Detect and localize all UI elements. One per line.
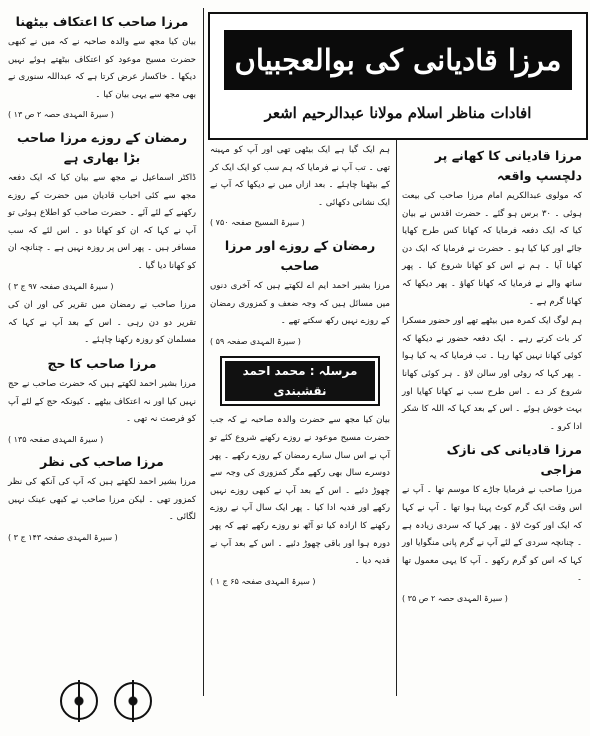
section-heading: مرزا قادیانی کی نازک مزاجی [446, 442, 582, 478]
flower-ornament-icon [60, 682, 98, 720]
flower-ornament-icon [114, 682, 152, 720]
reference: ( سیرۃ المہدی صفحہ ۹۷ ج ۳ ) [8, 281, 114, 291]
paragraph: بیان کیا مجھ سے حضرت والدہ صاحبہ نے کہ جب حضرت مسیح موعود نے روزے رکھنے شروع کئے تو آپ نے اس سال سارے رمضان کے روزے رکھے ۔ پھر دوسرے سال بھی رکھے مگر کمزوری کی وجہ سے چھوڑ دئیے ۔ اس کے بعد آپ نے کبھی روزے نہیں رکھے اور فدیہ ادا کیا ۔ پھر ایک سال آپ نے روزے رکھنے کا ارادہ کیا تو آٹھ نو روزے رکھے تھے کہ پھر دورہ ہوا اور باقی چھوڑ دئیے ۔ اس کے بعد آپ نے فدیہ دیا ۔ [210, 415, 390, 567]
paragraph: ہم ایک گیا ہے ایک بیٹھی تھی اور آپ کو مہینہ تھی ۔ تب آپ نے فرمایا کہ ہم سب کو ایک ایک کر کے بیٹھنا چاہئے ۔ بعد ازاں میں نے دیکھا کہ آپ نے ایک نشانی دکھائی ۔ [210, 145, 390, 208]
column-divider [396, 140, 397, 696]
middle-column [210, 142, 390, 592]
section-heading: مرزا قادیانی کا کھانے پر دلچسپ واقعہ [434, 148, 582, 183]
ornaments [60, 682, 152, 720]
article-title: مرزا قادیانی کی بوالعجبیاں [224, 30, 572, 90]
paragraph: مرزا بشیر احمد لکھتے ہیں کہ آپ کی آنکھ کی نظر کمزور تھی ۔ لیکن مرزا صاحب نے کبھی عینک نہیں لگائی ۔ [8, 477, 196, 523]
column-divider [203, 8, 204, 696]
reference: ( سیرۃ المہدی صفحہ ۵۹ ) [210, 336, 301, 346]
reference: ( سیرۃ المہدی صفحہ ۶۵ ج ۱ ) [210, 576, 316, 586]
reference: ( سیرۃ المہدی حصہ ۲ ص ۱۳ ) [8, 110, 114, 120]
section-heading: مرزا صاحب کا حج [47, 355, 157, 371]
paragraph: مرزا صاحب نے فرمایا جاڑے کا موسم تھا ۔ آپ نے اس وقت ایک گرم کوٹ پہنا ہوا تھا ۔ آپ نے کہا کہ ایک اور کوٹ لاؤ ۔ پھر کہا کہ سردی زیادہ ہے ۔ چنانچہ سردی کے لئے آپ نے گرم پانی منگوایا اور کہا کہ اس کو گرم رکھو ۔ آپ کا یہی معمول تھا ۔ [402, 485, 582, 584]
sender-label: مرسلہ : محمد احمد نقشبندی [225, 361, 375, 401]
right-column [402, 142, 582, 609]
sender-box [220, 356, 380, 406]
section-heading: رمضان کے روزے اور مرزا صاحب [224, 237, 376, 273]
paragraph: مرزا بشیر احمد لکھتے ہیں کہ حضرت صاحب نے حج نہیں کیا اور نہ اعتکاف بیٹھے ۔ کیونکہ حج کے لئے آپ کو فرصت نہ تھی ۔ [8, 378, 196, 425]
paragraph: ڈاکٹر اسماعیل نے مجھ سے بیان کیا کہ ایک دفعہ مجھ سے کئی احباب قادیان میں حضرت کے روزے رکھنے کے لئے آئے ۔ حضرت صاحب کو اطلاع ہوئی تو آپ نے کہا کہ ان کو کھانا دو ۔ اس لئے کہ سب مسافر ہیں ۔ پھر اس پر روزہ نہیں ہے ۔ چنانچہ ان کو کھانا دیا گیا ۔ [8, 172, 196, 271]
section-heading: مرزا صاحب کی نظر [40, 454, 164, 470]
paragraph: ہم لوگ ایک کمرہ میں بیٹھے تھے اور حضور مسکرا کر بات کرتے رہے ۔ ایک دفعہ حضور نے دیکھا کہ کوئی کھانا نہیں کھا رہا ۔ تب فرمایا کہ یہ کیا ہوا ۔ پھر کہا کہ روٹی اور سالن لاؤ ۔ ہر کوئی کھانا شروع کر دے ۔ اس طرح سب نے کھانا کھایا اور بہت خوش ہوئے ۔ اس کے بعد کہا کہ اللہ کا شکر ادا کرو ۔ [402, 316, 582, 432]
paragraph: کہ مولوی عبدالکریم امام مرزا صاحب کی بیعت ہوئی ۔ ۳۰ برس ہو گئے ۔ حضرت اقدس نے بیان کیا کہ ایک دفعہ فرمایا کہ کھانا کس طرح کھایا جائے اور کیا کیا ہو ۔ حضرت نے فرمایا کہ ایک دن کھانا آیا ۔ ہم نے اس کو کھانا شروع کیا ۔ پھر ساتھ والے نے فرمایا کہ کھانا کھاؤ ۔ پھر دیکھا کہ کھانا گرم ہے ۔ [402, 191, 582, 307]
paragraph: مرزا بشیر احمد ایم اے لکھتے ہیں کہ آخری دنوں میں مسائل ہیں کہ وجہ ضعف و کمزوری رمضان کے روزے نہیں رکھ سکتے تھے ۔ [210, 280, 390, 327]
reference: ( سیرۃ المسیح صفحہ ۷۵۰ ) [210, 218, 305, 228]
section-heading: رمضان کے روزے مرزا صاحب بڑا بھاری ہے [16, 129, 188, 165]
article-subtitle: افادات مناظر اسلام مولانا عبدالرحیم اشعر [264, 104, 532, 122]
article-banner [208, 12, 588, 140]
paragraph: بیان کیا مجھ سے والدہ صاحبہ نے کہ میں نے کبھی حضرت مسیح موعود کو اعتکاف بیٹھتے ہوئے نہیں دیکھا ۔ خاکسار عرض کرتا ہے کہ عبداللہ سنوری نے بھی مجھ سے یہی بیان کیا ۔ [8, 37, 196, 100]
reference: ( سیرۃ المہدی صفحہ ۱۴۳ ج ۳ ) [8, 533, 118, 543]
section-heading: مرزا صاحب کا اعتکاف بیٹھنا [15, 14, 189, 29]
paragraph: مرزا صاحب نے رمضان میں تقریر کی اور ان کی تقریر دو دن رہی ۔ اس کے بعد آپ نے کہا کہ مسلمان کو روزہ رکھنا چاہئے ۔ [8, 300, 196, 346]
reference: ( سیرۃ المہدی صفحہ ۱۳۵ ) [8, 434, 104, 444]
left-column [8, 8, 196, 549]
reference: ( سیرۃ المہدی حصہ ۲ ص ۳۵ ) [402, 593, 508, 603]
